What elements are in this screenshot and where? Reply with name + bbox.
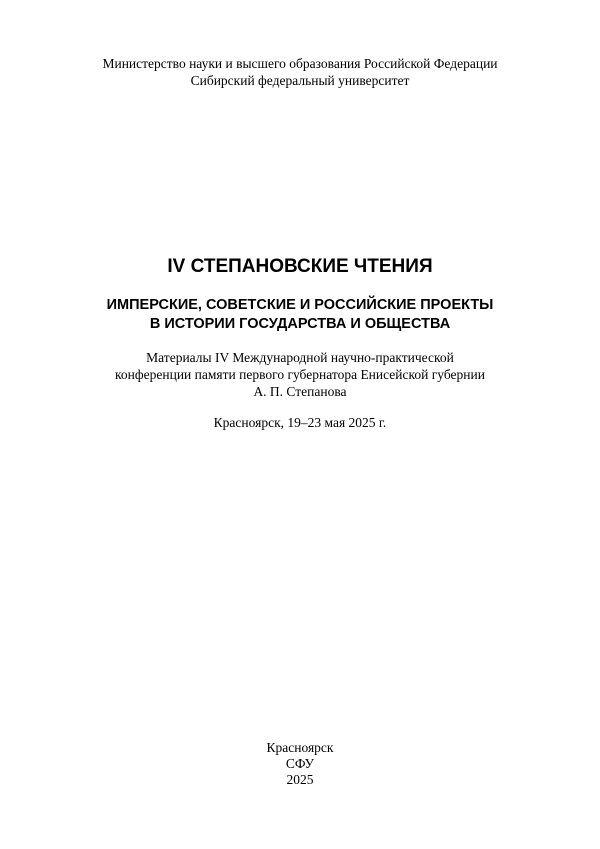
event-place-date: Красноярск, 19–23 мая 2025 г. xyxy=(213,415,387,430)
ministry-line: Министерство науки и высшего образования Российской Федерации xyxy=(102,56,498,71)
description-line-1: Материалы IV Международной научно-практической xyxy=(146,350,454,365)
description-line-3: А. П. Степанова xyxy=(253,384,347,399)
description-line-2: конференции памяти первого губернатора Енисейской губернии xyxy=(115,367,485,382)
imprint-year: 2025 xyxy=(286,772,314,787)
imprint-city: Красноярск xyxy=(266,740,334,755)
university-line: Сибирский федеральный университет xyxy=(190,73,410,88)
imprint-publisher: СФУ xyxy=(285,756,315,771)
book-title: IV СТЕПАНОВСКИЕ ЧТЕНИЯ xyxy=(167,256,433,277)
subtitle-line-2: В ИСТОРИИ ГОСУДАРСТВА И ОБЩЕСТВА xyxy=(149,316,451,332)
subtitle-line-1: ИМПЕРСКИЕ, СОВЕТСКИЕ И РОССИЙСКИЕ ПРОЕКТЫ xyxy=(106,297,494,313)
